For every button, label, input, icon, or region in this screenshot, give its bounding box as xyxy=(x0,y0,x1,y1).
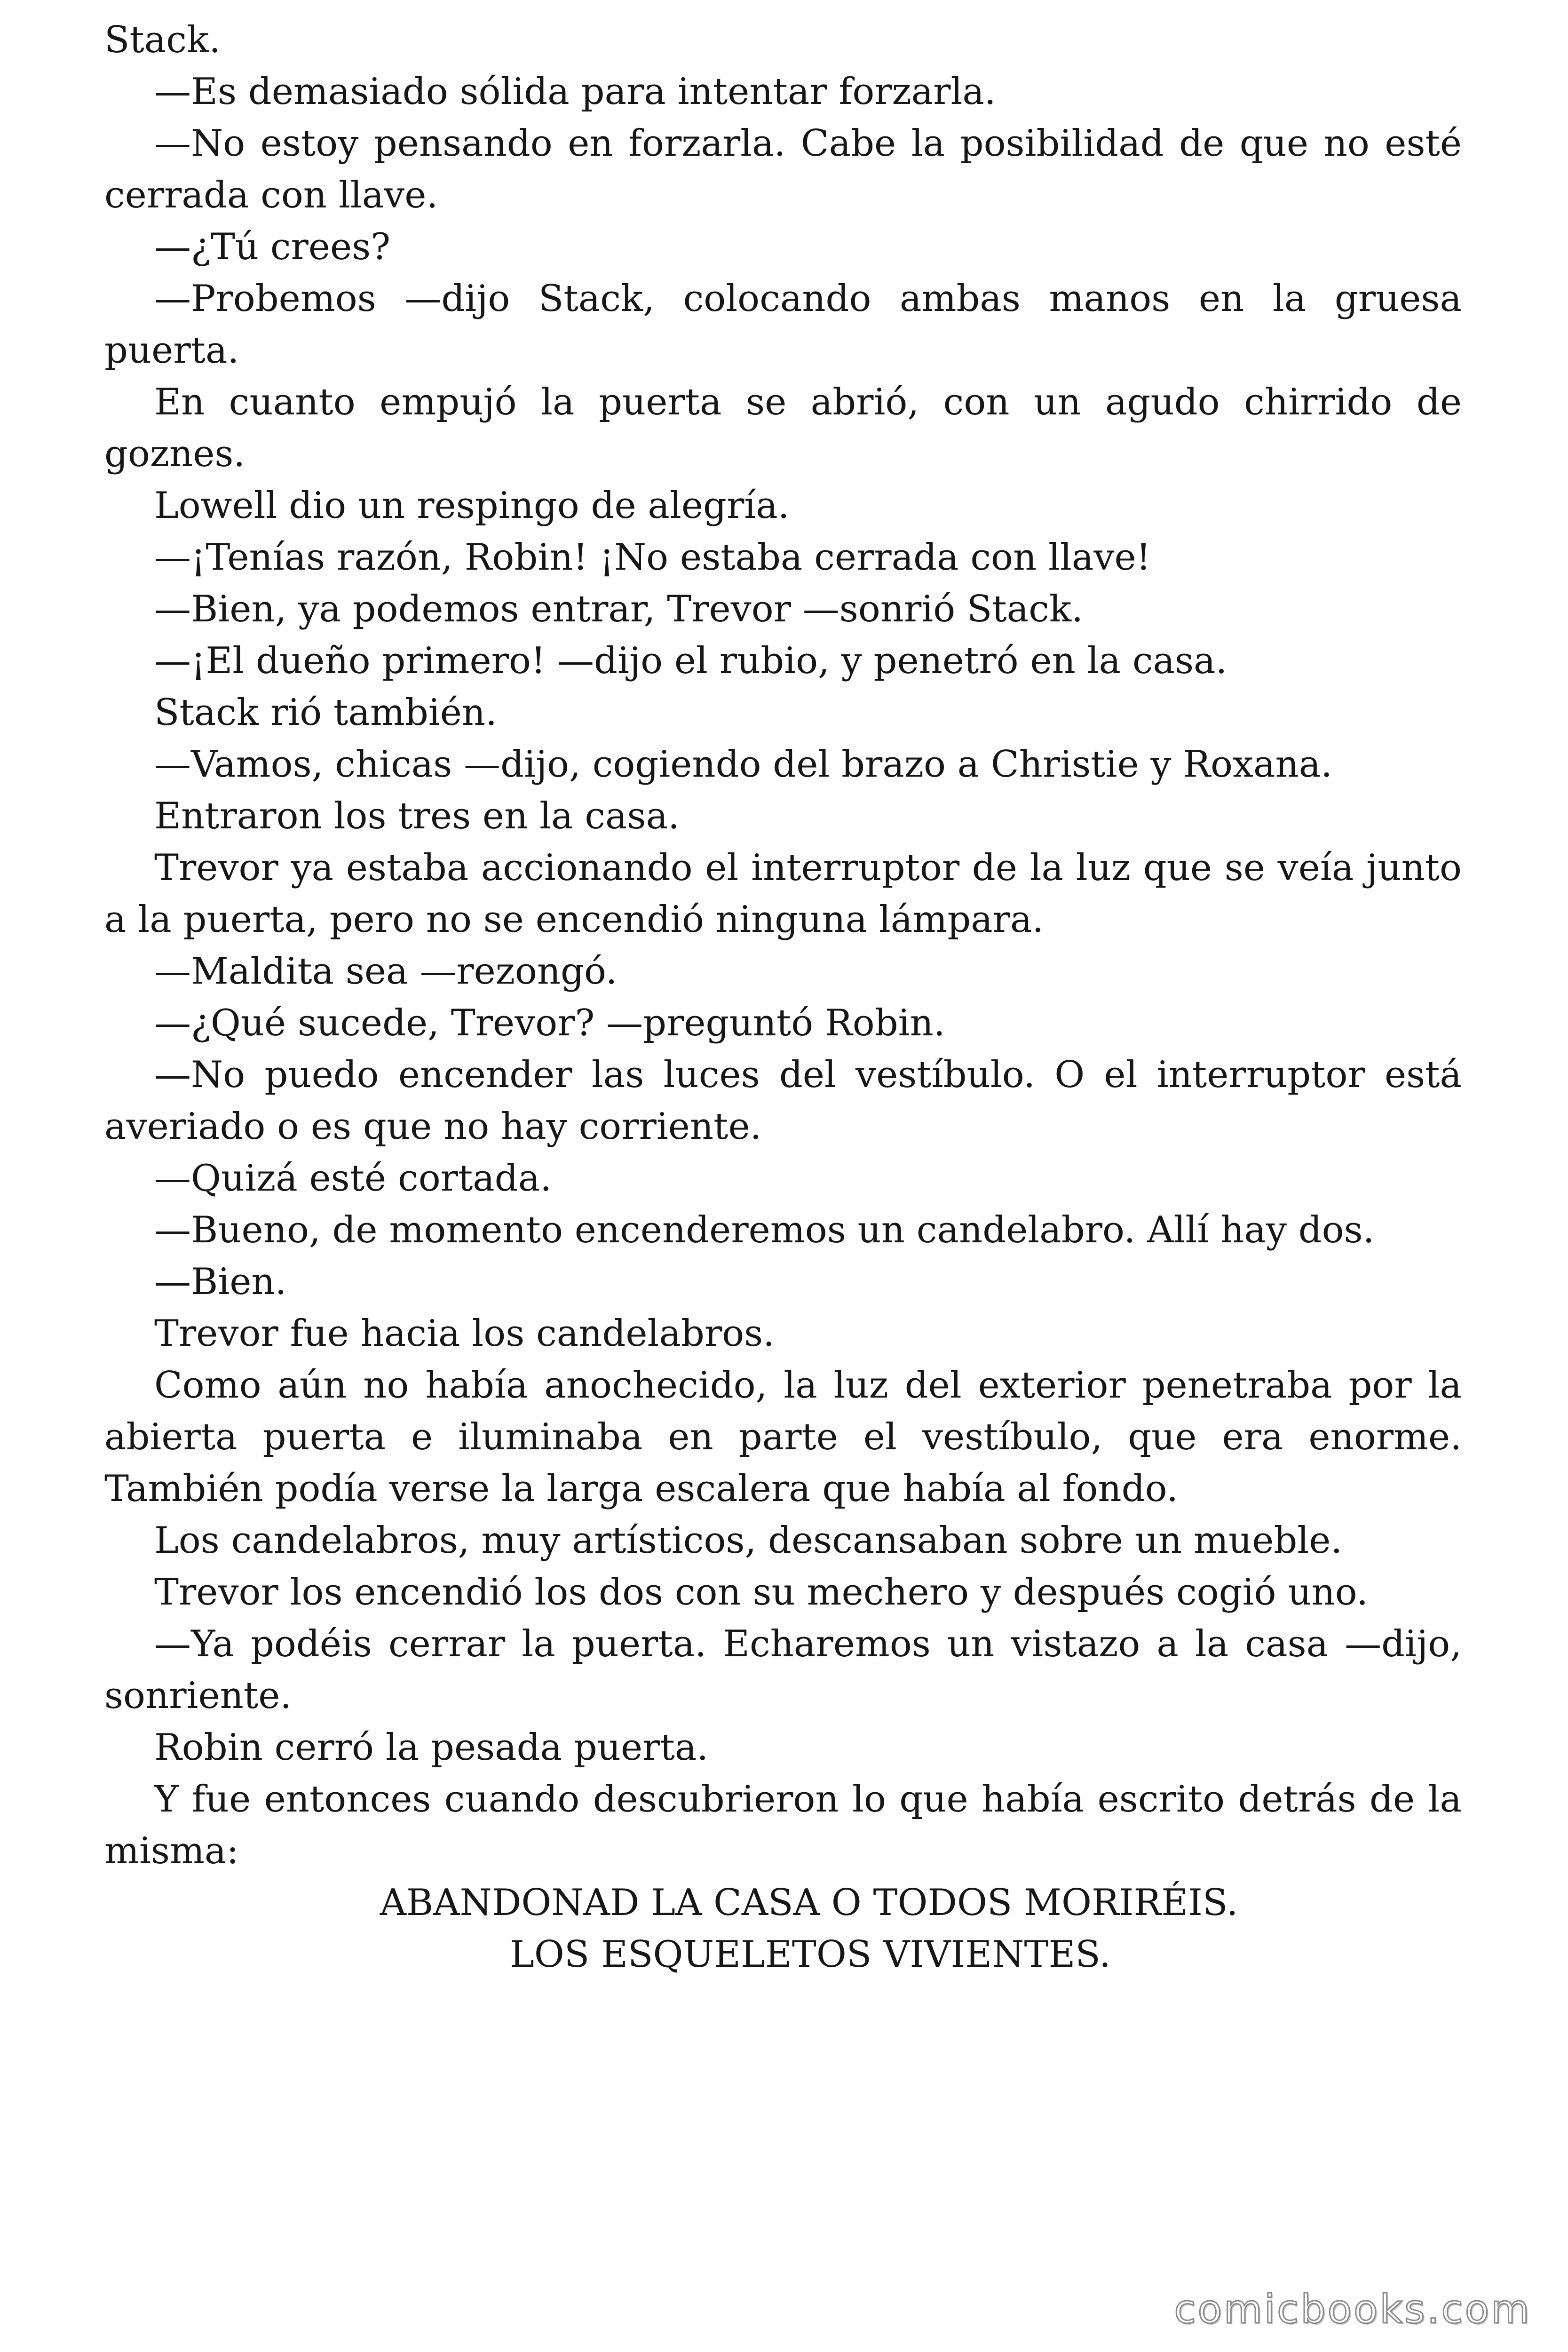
paragraph: Trevor ya estaba accionando el interruptor de la luz que se veía junto a la puerta, pero no se encendió ninguna lámpara. xyxy=(104,847,1462,941)
paragraph: Entraron los tres en la casa. xyxy=(154,795,680,837)
paragraph: —Ya podéis cerrar la puerta. Echaremos un vistazo a la casa —dijo, sonriente. xyxy=(104,1623,1462,1717)
book-page xyxy=(104,14,1462,1980)
paragraph: —¡Tenías razón, Robin! ¡No estaba cerrada con llave! xyxy=(154,536,1151,579)
paragraph: —Bien. xyxy=(154,1261,287,1303)
paragraph: —Bien, ya podemos entrar, Trevor —sonrió Stack. xyxy=(154,588,1083,630)
paragraph: —¡El dueño primero! —dijo el rubio, y penetró en la casa. xyxy=(154,640,1227,682)
paragraph: —No puedo encender las luces del vestíbulo. O el interruptor está averiado o es que no hay corriente. xyxy=(104,1054,1462,1148)
paragraph: —Maldita sea —rezongó. xyxy=(154,950,618,993)
paragraph: Trevor los encendió los dos con su mechero y después cogió uno. xyxy=(154,1571,1369,1613)
paragraph: En cuanto empujó la puerta se abrió, con un agudo chirrido de goznes. xyxy=(104,381,1462,475)
paragraph: —¿Tú crees? xyxy=(154,226,391,268)
paragraph: —Vamos, chicas —dijo, cogiendo del brazo a Christie y Roxana. xyxy=(154,743,1332,786)
paragraph: Lowell dio un respingo de alegría. xyxy=(154,485,790,527)
paragraph: —Quizá esté cortada. xyxy=(154,1157,552,1200)
watermark-logo: comicbooks.com xyxy=(1174,2286,1531,2332)
paragraph: Los candelabros, muy artísticos, descansaban sobre un mueble. xyxy=(154,1519,1343,1562)
paragraph: Como aún no había anochecido, la luz del exterior penetraba por la abierta puerta e iluminaba en parte el vestíbulo, que era enorme. También podía verse la larga escalera que había al fondo. xyxy=(104,1364,1462,1510)
paragraph: Stack. xyxy=(104,19,221,61)
paragraph: Stack rió también. xyxy=(154,691,497,734)
paragraph: —Bueno, de momento encenderemos un candelabro. Allí hay dos. xyxy=(154,1209,1375,1251)
inscription-line: ABANDONAD LA CASA O TODOS MORIRÉIS. xyxy=(380,1882,1238,1924)
paragraph: —¿Qué sucede, Trevor? —preguntó Robin. xyxy=(154,1002,945,1044)
paragraph: —Es demasiado sólida para intentar forzarla. xyxy=(154,71,996,113)
paragraph: —No estoy pensando en forzarla. Cabe la posibilidad de que no esté cerrada con llave. xyxy=(104,122,1462,216)
door-inscription xyxy=(104,1877,1462,1980)
paragraph: Robin cerró la pesada puerta. xyxy=(154,1726,709,1769)
paragraph: Trevor fue hacia los candelabros. xyxy=(154,1312,775,1355)
paragraph: —Probemos —dijo Stack, colocando ambas manos en la gruesa puerta. xyxy=(104,278,1462,372)
inscription-line: LOS ESQUELETOS VIVIENTES. xyxy=(510,1933,1111,1976)
paragraph: Y fue entonces cuando descubrieron lo que había escrito detrás de la misma: xyxy=(104,1778,1462,1872)
